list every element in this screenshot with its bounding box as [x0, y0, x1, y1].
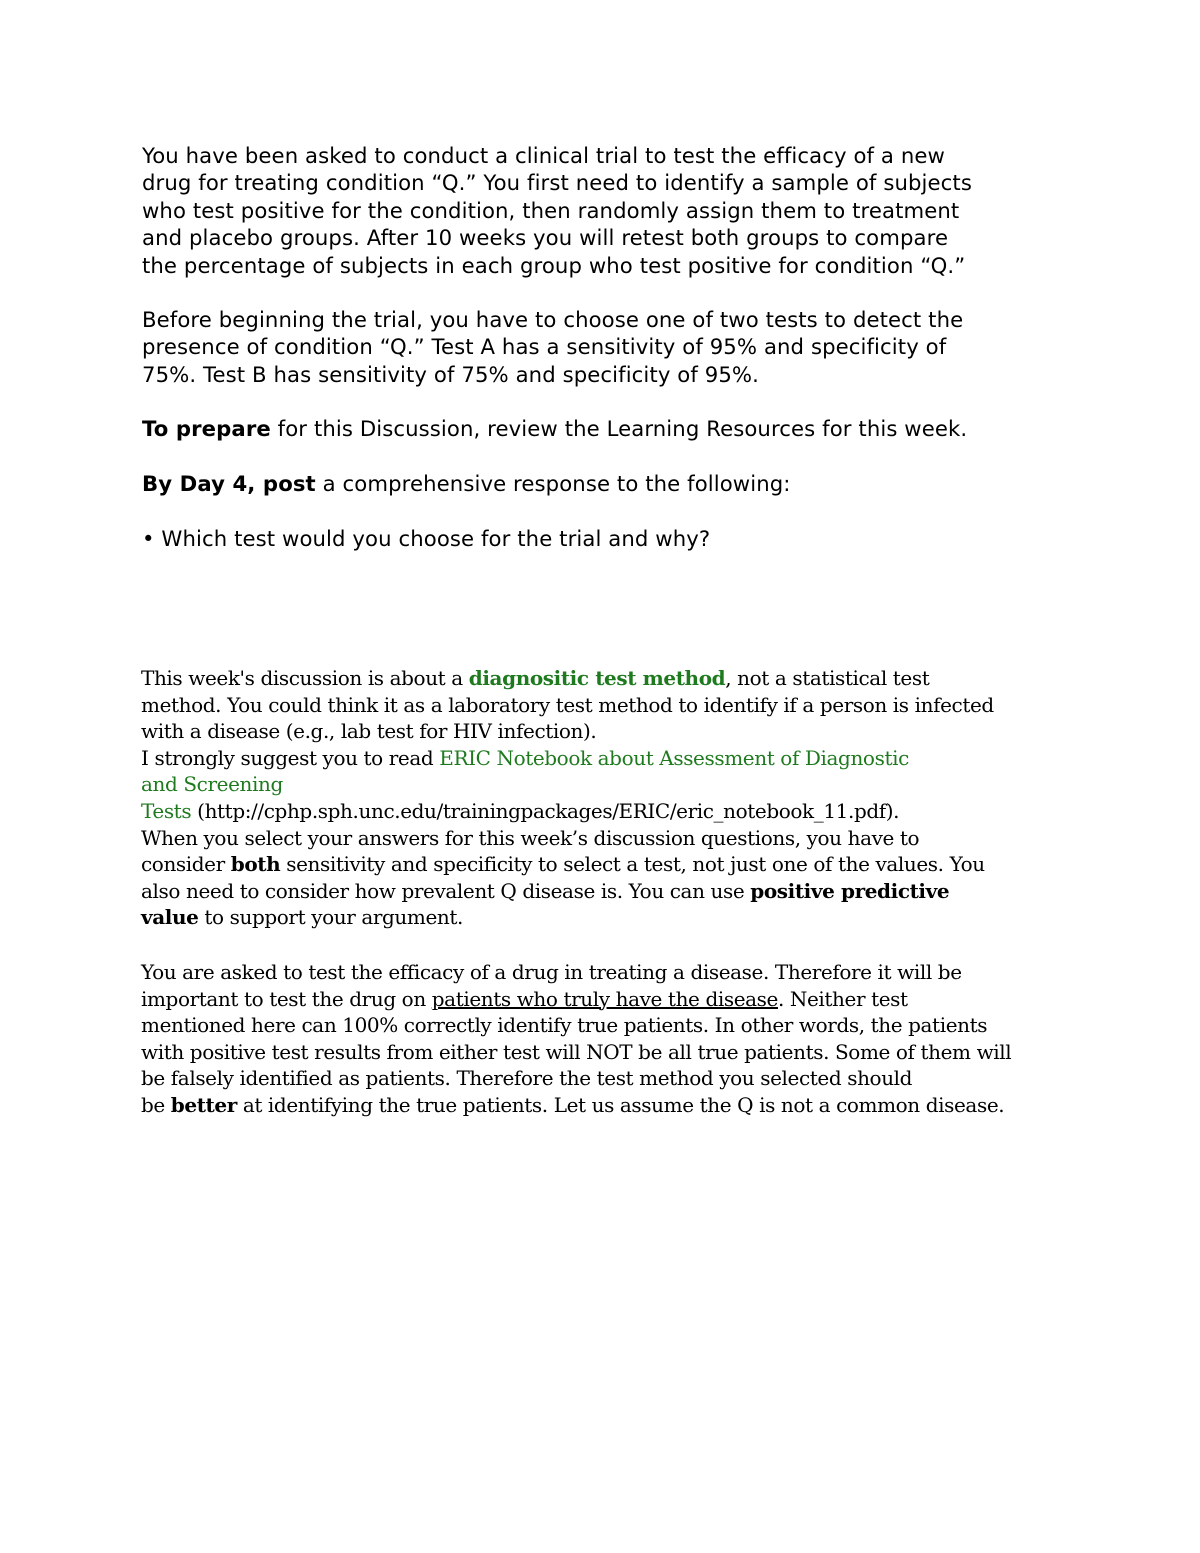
scenario-line: You have been asked to conduct a clinical trial to test the efficacy of a new	[142, 143, 945, 168]
instructor-guidance	[141, 665, 1071, 931]
reasoning-paragraph	[141, 959, 1071, 1119]
reasoning-line: important to test the drug on patients who truly have the disease. Neither test	[141, 986, 908, 1011]
reasoning-line: be better at identifying the true patients. Let us assume the Q is not a common disease.	[141, 1092, 1005, 1117]
scenario-line: who test positive for the condition, then randomly assign them to treatment	[142, 197, 960, 223]
reasoning-line: mentioned here can 100% correctly identify true patients. In other words, the patients	[141, 1013, 988, 1038]
true-patients-underline: patients who truly have the disease	[431, 986, 778, 1011]
reasoning-line: be falsely identified as patients. Therefore the test method you selected should	[141, 1066, 913, 1091]
eric-notebook-link-continued[interactable]: and Screening	[141, 772, 283, 797]
question-bullet	[142, 525, 1072, 552]
tests-line: Before beginning the trial, you have to choose one of two tests to detect the	[142, 307, 964, 332]
scenario-paragraph	[142, 142, 1072, 279]
post-deadline-label: By Day 4, post	[142, 471, 316, 496]
ppv-emphasis-end: value	[141, 905, 199, 930]
scenario-line: and placebo groups. After 10 weeks you will retest both groups to compare	[142, 225, 949, 251]
prepare-label: To prepare	[142, 416, 271, 441]
assignment-prompt	[142, 142, 1072, 279]
diagnostic-test-highlight: diagnositic test method	[468, 666, 726, 690]
guidance-line	[141, 771, 1071, 798]
post-paragraph	[142, 470, 1072, 497]
prepare-paragraph	[142, 415, 1072, 442]
eric-notebook-url: (http://cphp.sph.unc.edu/trainingpackages/ERIC/eric_notebook_11.pdf).	[191, 798, 900, 823]
reasoning-line: You are asked to test the efficacy of a drug in treating a disease. Therefore it will be	[141, 960, 962, 984]
guidance-line: consider both sensitivity and specificity to select a test, not just one of the values. You	[141, 852, 985, 877]
tests-line: presence of condition “Q.” Test A has a sensitivity of 95% and specificity of	[142, 334, 947, 360]
eric-notebook-link-end[interactable]: Tests	[141, 798, 192, 823]
guidance-line: This week's discussion is about a diagnositic test method, not a statistical test	[141, 666, 930, 690]
bullet-question-text: • Which test would you choose for the trial and why?	[142, 526, 711, 551]
scenario-line: drug for treating condition “Q.” You first need to identify a sample of subjects	[142, 170, 972, 196]
reasoning-line: with positive test results from either test will NOT be all true patients. Some of them will	[141, 1039, 1012, 1064]
guidance-line	[141, 798, 1071, 825]
post-text: a comprehensive response to the following:	[315, 471, 791, 496]
prepare-text: for this Discussion, review the Learning Resources for this week.	[270, 416, 968, 441]
guidance-line: method. You could think it as a laboratory test method to identify if a person is infected	[141, 692, 994, 717]
tests-paragraph	[142, 306, 1072, 388]
eric-notebook-link[interactable]: ERIC Notebook about Assessment of Diagnostic	[439, 745, 909, 770]
guidance-line: When you select your answers for this week’s discussion questions, you have to	[141, 825, 920, 850]
better-emphasis: better	[170, 1092, 237, 1117]
both-emphasis: both	[230, 852, 281, 877]
guidance-line: value to support your argument.	[141, 905, 463, 930]
tests-line: 75%. Test B has sensitivity of 75% and specificity of 95%.	[142, 361, 759, 387]
guidance-line: with a disease (e.g., lab test for HIV infection).	[141, 719, 597, 744]
scenario-line: the percentage of subjects in each group who test positive for condition “Q.”	[142, 252, 966, 278]
guidance-line: also need to consider how prevalent Q disease is. You can use positive predictive	[141, 878, 950, 903]
guidance-line: I strongly suggest you to read ERIC Notebook about Assessment of Diagnostic	[141, 745, 909, 770]
ppv-emphasis: positive predictive	[750, 878, 950, 903]
